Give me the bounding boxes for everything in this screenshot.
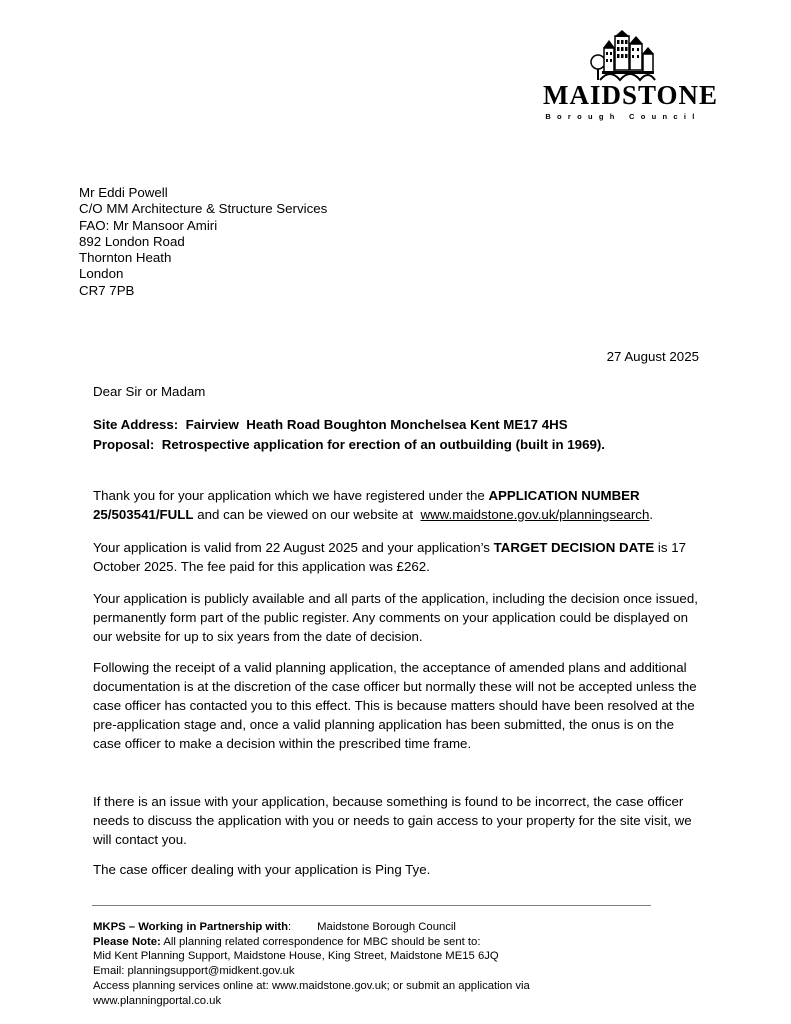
logo-wordmark: MAIDSTONE [543,80,719,110]
site-address-label: Site Address: [93,417,179,432]
text-run: Thank you for your application which we have registered under the [93,488,489,503]
site-address-value: Fairview Heath Road Boughton Monchelsea Kent ME17 4HS [185,417,568,432]
note-label: Please Note: [93,935,161,948]
paragraph-issues: If there is an issue with your application, because something is found to be incorrect, the case officer needs to discuss the application with you or needs to gain access to your property for the site visit, we will contact you. [93,794,692,847]
address-line: Mr Eddi Powell [79,185,168,200]
address-line: London [79,266,124,282]
proposal-label: Proposal: [93,437,155,452]
proposal-line [93,435,703,455]
address-line: C/O MM Architecture & Structure Services [79,201,328,217]
recipient-address [79,185,327,299]
paragraph-validity [93,538,703,576]
footer-online-line: Access planning services online at: www.maidstone.gov.uk; or submit an application via [93,979,530,992]
footer-divider [92,905,651,906]
paragraph-amendments: Following the receipt of a valid planning application, the acceptance of amended plans and additional documentation is at the discretion of the case officer but normally these will not be accepted unless the case officer has contacted you to this effect. This is because matters should have been resolved at the pre-application stage and, once a valid planning application has been submitted, the onus is on the case officer to make a decision within the prescribed time frame. [93,660,697,751]
footer-address-line: Mid Kent Planning Support, Maidstone House, King Street, Maidstone ME15 6JQ [93,950,499,963]
text-run: Your application is valid from 22 August 2025 and your application’s [93,540,494,555]
address-line: 892 London Road [79,233,185,249]
site-address-line [93,415,703,435]
address-line: Thornton Heath [79,250,172,266]
proposal-value: Retrospective application for erection of an outbuilding (built in 1969). [161,437,605,452]
footer-partnership-line [93,920,733,935]
partnership-label: MKPS – Working in Partnership with [93,921,288,933]
text-run: is 17 October 2025. The fee paid for this application was £262. [93,540,687,574]
footer-portal-line: www.planningportal.co.uk [93,994,222,1007]
application-number: APPLICATION NUMBER 25/503541/FULL [93,488,640,522]
paragraph-public-register: Your application is publicly available and all parts of the application, including the decision once issued, permanently form part of the public register. Any comments on your application could be displayed on our website for up to six years from the date of decision. [93,591,698,644]
address-line: CR7 7PB [79,282,135,298]
planning-search-link[interactable]: www.maidstone.gov.uk/planningsearch [420,507,650,522]
footer-note-line [93,935,733,950]
town-skyline-icon [590,30,656,82]
council-logo [543,30,719,125]
partnership-value: Maidstone Borough Council [317,921,456,933]
paragraph-registration [93,486,703,524]
text-run: and can be viewed on our website at [193,507,421,522]
text-run: : [288,921,292,933]
target-decision-date-label: TARGET DECISION DATE [493,540,655,555]
paragraph-case-officer: The case officer dealing with your application is Ping Tye. [93,862,431,877]
subject-block [93,415,703,455]
footer-email-line: Email: planningsupport@midkent.gov.uk [93,965,295,978]
logo-subtitle: Borough Council [545,112,701,121]
text-run: . [649,507,654,522]
footer [93,920,733,1008]
letter-date: 27 August 2025 [606,349,699,364]
salutation: Dear Sir or Madam [93,384,206,399]
note-value: All planning related correspondence for MBC should be sent to: [160,935,481,948]
address-line: FAO: Mr Mansoor Amiri [79,217,218,233]
